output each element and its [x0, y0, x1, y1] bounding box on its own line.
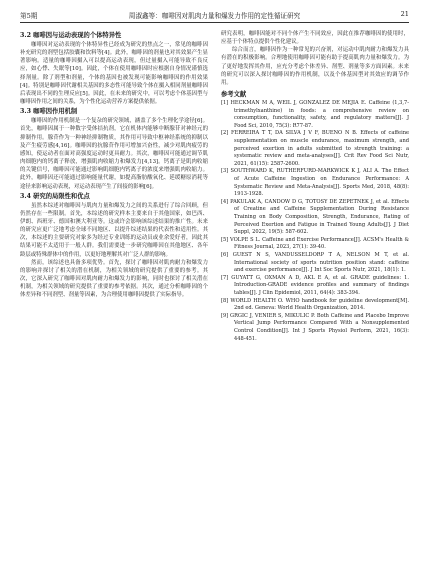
continued-paragraph: 研究表明，咖啡因能对不同个体产生不同效应，因此在推荐咖啡因的使用时，应基于个体特点提供个性化建议。: [221, 31, 409, 46]
reference-item: [8] WORLD HEALTH O. WHO handbook for guideline development[M]. 2nd ed. Geneva: World Health Organization, 2014.: [221, 297, 409, 312]
reference-item: [1] HECKMAN M A, WEIL J, GONZALEZ DE MEJIA E. Caffeine (1,3,7-trimethylxanthine) in foods: a comprehensive review on consumption, functionality, safety, and regulatory matters[J]. J Food Sci, 2010, 75(3): R77-87.: [221, 100, 409, 129]
issue-number: 第5期: [20, 12, 38, 20]
running-title: 周淑鑫等：咖啡因对肌肉力量和爆发力作用的定性循证研究: [128, 12, 301, 20]
section-3-4-heading: 3.4 研究的局限性和优点: [20, 192, 90, 200]
reference-item: [3] SOUTHWARD K, RUTHERFURD-MARKWICK K J, ALI A. The Effect of Acute Caffeine Ingestion on Endurance Performance: A Systematic Review and Meta-Analysis[J]. Sports Med, 2018, 48(8): 1913-1928.: [221, 168, 409, 198]
section-3-2-paragraph: 咖啡因对运动表现的个体特异性已经成为研究的焦点之一，常见的咖啡因补充研究的剂型包括胶囊和饮料等[4]。此外，咖啡因的剂量也对其效果产生显著影响。适量的咖啡因摄入可以提高运动表现，但过量摄入可能导致不良反应，如心悸、失眠等[10]。因此，个体在使用咖啡因时应根据自身情况谨慎选择剂量。除了剂型和剂量，个体的基因也被发现可能影响咖啡因的作用效果[4]。特别是咖啡因代谢相关基因的多态性可能导致个体在摄入相同剂量咖啡因后表现出不同的生理反应[5]。因此，在未来的研究中，可以考虑个体基因型与咖啡因作用之间的关系，为个性化运动营养方案提供依据。: [20, 42, 208, 106]
reference-item: [9] GRGIC J, VENIER S, MIKULIC P. Both Caffeine and Placebo Improve Vertical Jump Performance Compared With a Nonsupplemented Control Condition[J]. Int J Sports Physiol Perform, 2021, 16(3): 448-451.: [221, 312, 409, 342]
running-header: [20, 8, 409, 23]
conclusion-paragraph: 综合而言，咖啡因作为一种常见的兴奋剂，对运动中肌肉耐力和爆发力具有潜在的积极影响。合理地使用咖啡因可能有助于提高肌肉力量和爆发力。为了更好地发挥其作用，应充分考虑个体差异、剂型、剂量等多方面因素。未来的研究可以深入探讨咖啡因的作用机制，以及个体基因型对其效应的调节作用。: [221, 47, 409, 86]
page-number: 21: [400, 10, 409, 18]
right-column: [221, 30, 409, 343]
section-3-3-heading: 3.3 咖啡因作用机制: [20, 108, 78, 116]
reference-item: [4] PAKULAK A, CANDOW D G, TOTOSY DE ZEPETNEK J, et al. Effects of Creatine and Caffeine Supplementation During Resistance Training on Body Composition, Strength, Endurance, Rating of Perceived Exertion and Fatigue in Trained Young Adults[J]. J Diet Suppl, 2022, 19(5): 587-602.: [221, 198, 409, 236]
reference-item: [5] VOLPE S L. Caffeine and Exercise Performance[J]. ACSM's Health & Fitness Journal, 2023, 27(1): 39-40.: [221, 236, 409, 251]
reference-item: [7] GUYATT G, OXMAN A D, AKL E A, et al. GRADE guidelines: 1. Introduction-GRADE evidence profiles and summary of findings tables[J]. J Clin Epidemiol, 2011, 64(4): 383-394.: [221, 274, 409, 296]
references-heading: 参考文献: [221, 91, 247, 99]
section-3-4-paragraph-1: 虽然本综述对咖啡因与肌肉力量和爆发力之间的关系进行了综合回顾，但仍然存在一些限制。首先，本综述的研究样本主要来自于其他国家，如巴西、伊朗、西班牙、德国和澳大利亚等。这或许会影响该综述结果的推广性。未来的研究应更广泛地考虑全球不同地区、以提升综述结果的代表性和适用性。其次，本综述的主要研究对象多为经过专业训练的运动员或业余爱好者，因此其结果可能不太适用于一般人群。我们需要进一步研究咖啡因在其他地区、各年龄层或特殊群体中的作用，以更好地理解其对广泛人群的影响。: [20, 202, 208, 258]
section-3-2-heading: 3.2 咖啡因与运动表现的个体特异性: [20, 32, 122, 39]
reference-item: [2] FERREIRA T T, DA SILVA J V F, BUENO N B. Effects of caffeine supplementation on muscle endurance, maximum strength, and perceived exertion in adults submitted to strength training: a systematic review and meta-analyses[J]. Crit Rev Food Sci Nutr, 2021, 61(15): 2587-2600.: [221, 130, 409, 167]
reference-item: [6] GUEST N S, VANDUSSELDORP T A, NELSON M T, et al. International society of sports nutrition position stand: caffeine and exercise performance[J]. J Int Soc Sports Nutr, 2021, 18(1): 1.: [221, 251, 409, 274]
reference-list: [221, 100, 409, 343]
left-column: [20, 30, 208, 300]
section-3-3-paragraph: 咖啡因的作用机制是一个复杂的研究领域，涵盖了多个生理化学途径[6]。首先，咖啡因属于一种数字受体拮抗剂，它在机体内能够中断腺苷对神经元的抑制作用。腺苷作为一种神经抑制物质，其作用可导致中枢神经系统的抑制以及产生疲劳感[4,16]。咖啡因的抗腺苷作用可增加兴奋性，减少对肌肉疲劳的感知，使运动者在面对高强度运动时更具耐力。其次，咖啡因可能通过调节肌肉细胞内的钙离子释放，增强肌肉收缩力和爆发力[4,13]。钙离子是肌肉收缩的关键信号，咖啡因可能通过影响肌细胞内钙离子的浓度来增强肌肉收缩力。此外，咖啡因还可能通过影响能量代谢，如提高脂肪酸氧化、延缓糖原消耗等途径来影响运动表现，对运动表现产生了间接的影响[6]。: [20, 118, 208, 190]
section-3-4-paragraph-2: 然而，该综述也具备多项优势。首先，探讨了咖啡因对肌肉耐力和爆发力的影响并探讨了相关的潜在机制，为相关领域的研究提供了重要的参考。其次，它深入研究了咖啡因对肌肉耐力和爆发力的影响，同时也探讨了相关潜在机制，为相关领域的研究提供了重要的参考依据。其次，通过分析咖啡因的个体差异和不同剂型、剂量等因素，为合理使用咖啡因提供了实际指导。: [20, 259, 208, 299]
